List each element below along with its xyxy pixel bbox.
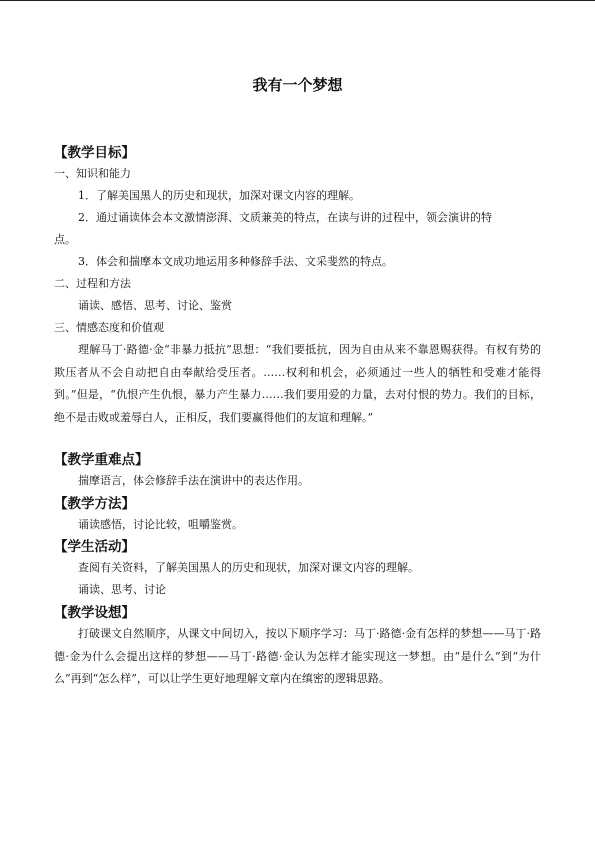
emotion-values-paragraph: 理解马丁·路德·金“非暴力抵抗”思想：“我们要抵抗，因为自由从来不靠恩赐获得。有权有势的欺压者从不会自动把自由奉献给受压者。……权利和机会，必须通过一些人的牺牲和受难才能得到。”但是，“仇恨产生仇恨，暴力产生暴力……我们要用爱的力量，去对付恨的势力。我们的目标，绝不是击败或羞辱白人，正相反，我们要赢得他们的友谊和理解。” xyxy=(54,343,541,424)
student-activities-line-2: 诵读、思考、讨论 xyxy=(78,583,166,596)
goal-item-1: 1．了解美国黑人的历史和现状，加深对课文内容的理解。 xyxy=(78,189,360,202)
key-points-text: 揣摩语言，体会修辞手法在演讲中的表达作用。 xyxy=(78,474,309,487)
teaching-methods-text: 诵读感悟，讨论比较，咀嚼鉴赏。 xyxy=(78,518,243,531)
section-student-activities xyxy=(54,537,541,601)
heading-teaching-design: 【教学设想】 xyxy=(54,605,135,621)
heading-student-activities: 【学生活动】 xyxy=(54,539,135,555)
student-activities-line-1: 查阅有关资料，了解美国黑人的历史和现状，加深对课文内容的理解。 xyxy=(78,561,419,574)
section-teaching-design xyxy=(54,603,541,691)
heading-key-points: 【教学重难点】 xyxy=(54,452,149,468)
heading-teaching-goals: 【教学目标】 xyxy=(54,145,135,161)
subheading-emotion-values: 三、情感态度和价值观 xyxy=(54,321,164,334)
subheading-process-method: 二、过程和方法 xyxy=(54,277,131,290)
goal-item-3: 3．体会和揣摩本文成功地运用多种修辞手法、文采斐然的特点。 xyxy=(78,255,393,268)
goal-item-2-continued: 点。 xyxy=(54,233,76,246)
page-top-rule xyxy=(0,0,595,1)
section-teaching-methods xyxy=(54,494,541,536)
goal-item-2: 2．通过诵读体会本文激情澎湃、文质兼美的特点，在读与讲的过程中，领会演讲的特 xyxy=(78,211,492,224)
section-key-points xyxy=(54,450,541,492)
heading-teaching-methods: 【教学方法】 xyxy=(54,496,135,512)
process-method-text: 诵读、感悟、思考、讨论、鉴赏 xyxy=(78,299,232,312)
document-title: 我有一个梦想 xyxy=(252,76,343,94)
subheading-knowledge-ability: 一、知识和能力 xyxy=(54,167,131,180)
teaching-design-paragraph: 打破课文自然顺序，从课文中间切入，按以下顺序学习：马丁·路德·金有怎样的梦想——马丁·路德·金为什么会提出这样的梦想——马丁·路德·金认为怎样才能实现这一梦想。由“是什么”到“为什么”再到“怎么样”，可以让学生更好地理解文章内在缜密的逻辑思路。 xyxy=(54,627,541,686)
section-teaching-goals xyxy=(54,143,541,429)
